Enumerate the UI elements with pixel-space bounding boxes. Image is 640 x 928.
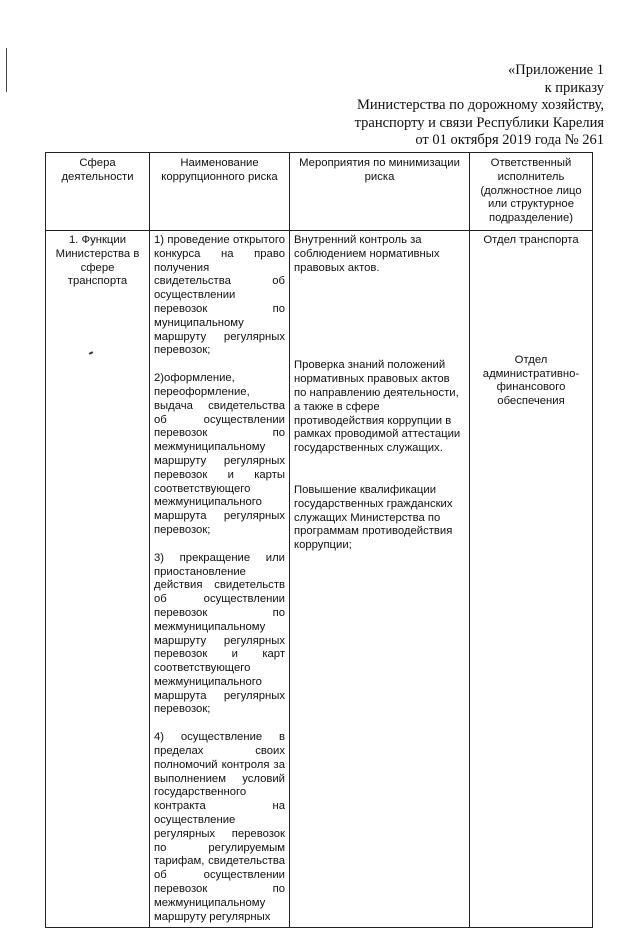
appendix-header — [344, 62, 604, 150]
corruption-risk-table — [45, 152, 593, 928]
risks-cell — [150, 230, 290, 927]
header-line-2: к приказу — [544, 79, 604, 96]
measures-cell — [290, 230, 470, 927]
column-header-risk: Наименование коррупционного риска — [150, 153, 290, 231]
table-header-row — [46, 153, 593, 231]
risk-item-4: 4) осуществление в пределах своих полномочий контроля за выполнением условий государственного контракта на осуществление регулярных перевозок по регулируемым тарифам, свидетельства об осуществлении перевозок по межмуниципальному маршруту регулярных — [154, 731, 285, 923]
risk-item-2: 2)оформление, переоформление, выдача свидетельства об осуществлении перевозок по межмуниципальному маршруту регулярных перевозок и карты соответствующего межмуниципального маршрута регулярных перевозок; — [154, 372, 285, 536]
margin-mark — [6, 48, 7, 92]
header-line-3: Министерства по дорожному хозяйству, — [357, 97, 604, 113]
header-line-1: «Приложение 1 — [508, 62, 604, 78]
header-line-5: от 01 октября 2019 года № 261 — [415, 132, 604, 148]
table-row — [46, 230, 593, 927]
column-header-sphere: Сфера деятельности — [46, 153, 150, 231]
measure-item-2: Проверка знаний положений нормативных правовых актов по направлению деятельности, а также в сфере противодействия коррупции в рамках проводимой аттестации государственных служащих. — [294, 359, 461, 455]
column-header-executor: Ответственный исполнитель (должностное лицо или структурное подразделение) — [470, 153, 593, 231]
executor-item-1: Отдел транспорта — [483, 233, 579, 246]
sphere-cell: 1. Функции Министерства в сфере транспорта — [46, 230, 150, 927]
executors-cell — [470, 230, 593, 927]
column-header-measures: Мероприятия по минимизации риска — [290, 153, 470, 231]
risk-item-1: 1) проведение открытого конкурса на право получения свидетельства об осуществлении перевозок по муниципальному маршруту регулярных перевозок; — [154, 233, 285, 357]
executor-item-2: Отдел административно-финансового обеспечения — [482, 353, 580, 408]
risk-item-3: 3) прекращение или приостановление действия свидетельств об осуществлении перевозок по межмуниципальному маршруту регулярных перевозок и карт соответствующего межмуниципального маршрута регулярных перевозок; — [154, 551, 285, 716]
header-line-4: транспорту и связи Республики Карелия — [354, 114, 604, 131]
measure-item-3: Повышение квалификации государственных гражданских служащих Министерства по программам противодействия коррупции; — [294, 483, 453, 552]
measure-item-1: Внутренний контроль за соблюдением нормативных правовых актов. — [294, 233, 440, 274]
